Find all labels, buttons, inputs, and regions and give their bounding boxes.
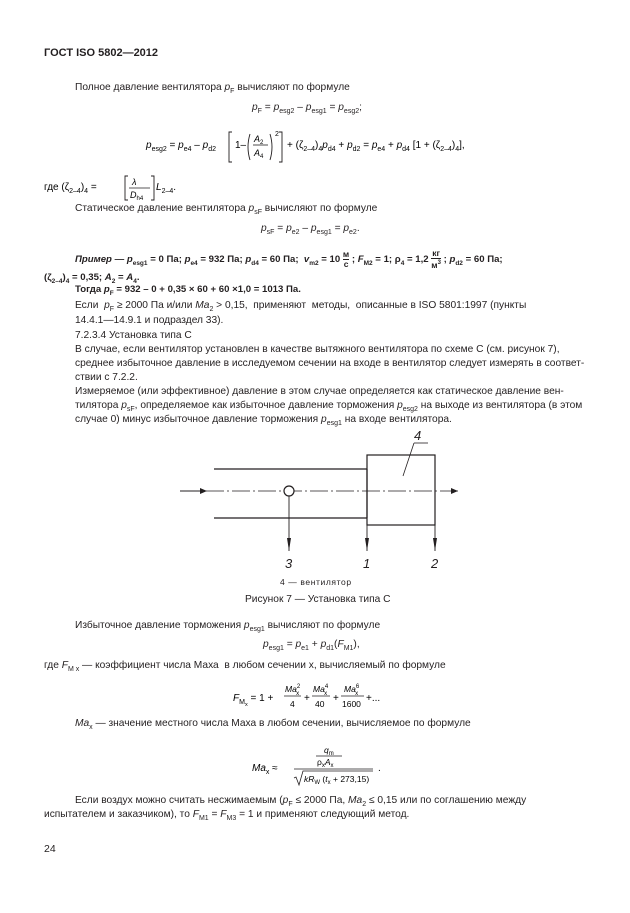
figure-label-2: 2: [431, 556, 439, 571]
svg-text:1600: 1600: [342, 699, 361, 709]
svg-text:+ (ζ2–4)4pd4 + pd2 = pe4 + pd4: + $(\zeta_{2-4})_4p_{d4} + p_{d2} = p_{e4} + p_{d4}$ $[1 + (\zeta_{2-4})_4]$,: [287, 140, 465, 153]
figure-legend: 4 — вентилятор: [280, 577, 352, 587]
paragraph-max: $Ma_x$ — значение местного числа Маха в любом сечении, вычисляемое по формуле: [75, 718, 471, 732]
svg-text:2: 2: [275, 131, 279, 138]
svg-text:ρxAx: $\rho_xA_x$: [317, 757, 334, 769]
svg-text:1–: 1–: [235, 140, 247, 151]
svg-text:40: 40: [315, 699, 325, 709]
paragraph-pesg1: Избыточное давление торможения $p_{esg1}$ вычисляют по формуле: [75, 620, 381, 634]
equation-static-pressure: $p_{sF} = p_{e2} - p_{esg1} = p_{e2}$.: [261, 223, 360, 237]
equation-fmx: [233, 679, 393, 718]
figure-label-4: 4: [414, 428, 422, 443]
paragraph-type-c-line1: В случае, если вентилятор установлен в качестве вытяжного вентилятора по схеме С (см. рисунок 7),: [75, 344, 560, 355]
svg-text:FMx = 1 +: $F_{Mx} = 1$ +: [233, 693, 274, 708]
paragraph-incompressible-line2: испытателем и заказчиком), то $F_{M1} = F_{M3} = 1$ и применяют следующий метод.: [44, 809, 410, 823]
example-line-1: Пример — $p_{esg1} = 0$ Па; $p_{e4} = 932$ Па; $p_{d4} = 60$ Па; $v_{m2} = 10$ м с ; $F_{M2} = 1$; $\rho_4 = 1,2$ кг $м^3$ ; $p_{d2} = 60$ Па;: [75, 248, 503, 270]
paragraph-fmx: где $F_{M x}$ — коэффициент числа Маха в любом сечении x, вычисляемый по формуле: [44, 660, 446, 674]
paragraph-type-c-line2: среднее избыточное давление в исследуемом сечении на входе в вентилятор следует измерять в соответ-: [75, 358, 585, 369]
svg-text:L2–4.: $L_{2-4}$.: [156, 182, 177, 195]
svg-text:pesg2 = pe4 – pd2: $p_{esg2} = p_{e4} - p_{d2}$: [146, 140, 216, 153]
paragraph-if-2000-line2: 14.4.1—14.9.1 и подраздел 33).: [75, 315, 224, 326]
svg-text:+: +: [304, 693, 310, 704]
paragraph-measured-line2: тилятора $p_{sF}$, определяемое как избыточное давление торможения $p_{esg2}$ на выходе из вентилятора (в этом: [75, 400, 583, 414]
equation-total-pressure: $p_F = p_{esg2} - p_{esg1} = p_{esg2}$;: [252, 102, 362, 116]
page-number: 24: [44, 843, 56, 855]
svg-text:+...: +...: [366, 693, 381, 704]
document-header: ГОСТ ISO 5802—2012: [44, 47, 159, 59]
equation-max: [252, 744, 412, 797]
equation-pesg2: [146, 126, 506, 169]
paragraph-if-2000-line1: Если $p_F \ge 2000$ Па и/или $Ma_2 > 0,15$, применяют методы, описанные в ISO 5801:1997 (пункты: [75, 300, 527, 314]
svg-text:A2: $A_2$: [254, 134, 264, 146]
paragraph-incompressible-line1: Если воздух можно считать несжимаемым ($p_F \le 2000$ Па, $Ma_2 \le 0,15$ или по соглашению между: [75, 795, 527, 809]
paragraph-measured-line1: Измеряемое (или эффективное) давление в этом случае определяется как статическое давление вен-: [75, 386, 564, 397]
figure-label-1: 1: [363, 556, 371, 571]
svg-text:Dh4: $D_{h4}$: [130, 190, 144, 202]
svg-text:Ma4x: Ma$^4$ x: [313, 684, 329, 697]
svg-text:4: 4: [290, 699, 295, 709]
svg-text:где (ζ2–4)4 =: где $(\zeta_{2-4})_4$ =: [44, 182, 97, 195]
paragraph-type-c-line3: ствии с 7.2.2.: [75, 372, 138, 383]
example-line-3: Тогда $p_F = 932 - 0 + 0,35 \times 60 + 60 \times 1,0 = 1013$ Па.: [75, 284, 301, 297]
svg-text:Ma2x: Ma$^2$ x: [285, 684, 301, 697]
svg-text:A4: $A_4$: [254, 148, 264, 160]
svg-text:λ: λ: [132, 177, 137, 187]
paragraph-total-pressure: Полное давление вентилятора $p_F$ вычисляют по формуле: [75, 82, 350, 96]
svg-text:Max ≈: $Ma_x$ ≈: [252, 763, 278, 776]
figure-caption: Рисунок 7 — Установка типа С: [245, 594, 391, 605]
paragraph-measured-line3: случае 0) минус избыточное давление торможения $p_{esg1}$ на входе вентилятора.: [75, 414, 452, 428]
figure-label-3: 3: [285, 556, 293, 571]
equation-pesg1: $p_{esg1} = p_{e1} + p_{d1}(F_{M1})$,: [263, 639, 360, 653]
svg-text:Ma6x: Ma$^6$ x: [344, 684, 360, 697]
example-line-2: $(\zeta_{2-4})_4 = 0,35$; $A_2 = A_4$.: [44, 272, 140, 285]
section-heading-7-2-3-4: 7.2.3.4 Установка типа С: [75, 330, 192, 341]
paragraph-static-pressure: Статическое давление вентилятора $p_{sF}$ вычисляют по формуле: [75, 203, 378, 217]
svg-text:.: .: [378, 763, 381, 774]
svg-text:+: +: [333, 693, 339, 704]
figure-7-diagram: [170, 427, 470, 575]
svg-text:qm: $q_m$: [324, 745, 334, 757]
svg-text:kRW (tx + 273,15): $kR_W$ $(t_x + 273,15)$: [304, 774, 370, 786]
